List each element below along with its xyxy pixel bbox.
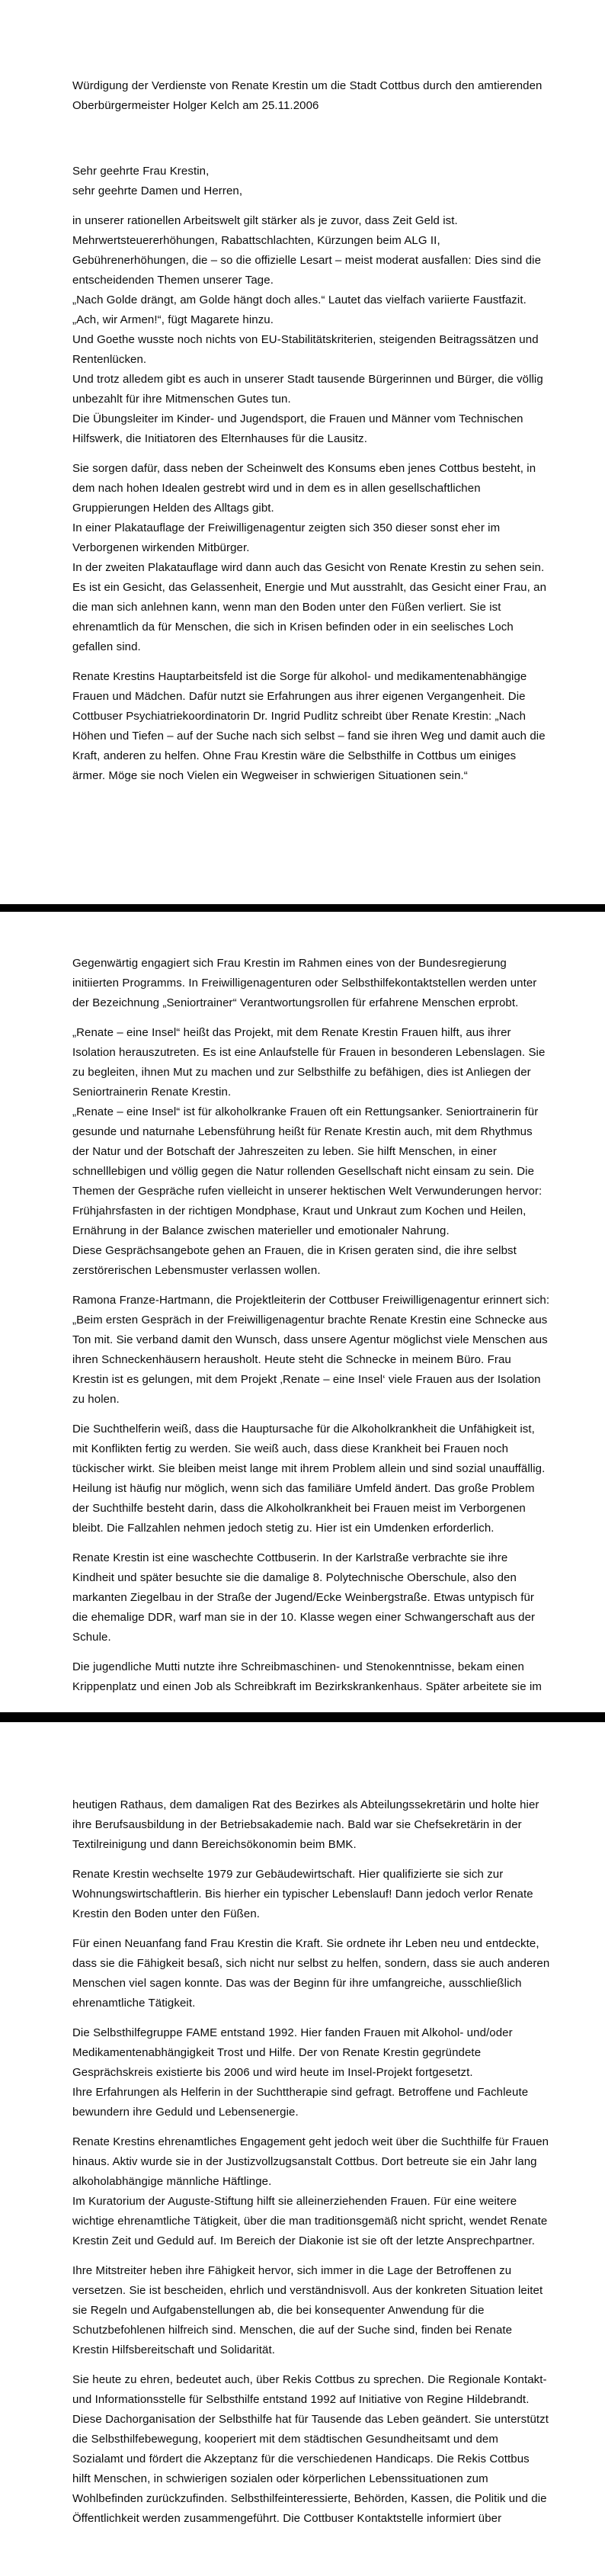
paragraph xyxy=(72,1291,550,1410)
text-line: Und Goethe wusste noch nichts von EU-Stabilitätskriterien, steigenden Beitragssätzen und xyxy=(72,333,539,346)
text-line: initiierten Programms. In Freiwilligenagenturen oder Selbsthilfekontaktstellen werden unter xyxy=(72,977,537,990)
paragraph xyxy=(72,459,547,657)
text-line: Krestin ist es gelungen, mit dem Projekt ‚Renate – eine Insel‘ viele Frauen aus der Isolation xyxy=(72,1373,541,1386)
paragraph xyxy=(72,1023,546,1281)
text-line: Und trotz alledem gibt es auch in unserer Stadt tausende Bürgerinnen und Bürger, die völlig xyxy=(72,373,543,386)
paragraph xyxy=(72,2370,549,2529)
text-line: „Renate – eine Insel“ heißt das Projekt, mit dem Renate Krestin Frauen hilft, aus ihrer xyxy=(72,1026,511,1039)
text-line: Sie heute zu ehren, bedeutet auch, über Rekis Cottbus zu sprechen. Die Regionale Kontakt- xyxy=(72,2373,547,2386)
text-line: Sie sorgen dafür, dass neben der Scheinwelt des Konsums eben jenes Cottbus besteht, in xyxy=(72,462,536,475)
text-line: sehr geehrte Damen und Herren, xyxy=(72,184,243,197)
text-line: In einer Plakatauflage der Freiwilligenagentur zeigten sich 350 dieser sonst eher im xyxy=(72,521,501,534)
paragraph xyxy=(72,211,543,449)
text-line: Renate Krestins Hauptarbeitsfeld ist die Sorge für alkohol- und medikamentenabhängige xyxy=(72,670,527,683)
text-line: Schutzbefohlenen hilfreich sind. Menschen, die auf der Suche sind, finden bei Renate xyxy=(72,2324,513,2337)
title-line: Oberbürgermeister Holger Kelch am 25.11.2006 xyxy=(72,99,319,112)
text-line: Es ist ein Gesicht, das Gelassenheit, Energie und Mut ausstrahlt, das Gesicht einer Frau, an xyxy=(72,581,547,594)
text-line: ehrenamtliche Tätigkeit. xyxy=(72,1997,196,2010)
text-line: Ton mit. Sie verband damit den Wunsch, dass unsere Agentur möglichst viele Menschen aus xyxy=(72,1333,548,1346)
text-line: die man sich anlehnen kann, wenn man den Boden unter den Füßen verliert. Sie ist xyxy=(72,601,501,614)
text-line: Kindheit und später besuchte sie die damalige 8. Polytechnische Oberschule, also den xyxy=(72,1571,517,1584)
text-line: Textilreinigung und dann Bereichsökonomin beim BMK. xyxy=(72,1838,357,1851)
paragraph xyxy=(72,667,546,786)
text-line: „Ach, wir Armen!“, fügt Magarete hinzu. xyxy=(72,313,274,326)
text-line: sie Regeln und Aufgabenstellungen ab, die bei konsequenter Anwendung für die xyxy=(72,2304,485,2317)
text-line: Seniortrainerin Renate Krestin. xyxy=(72,1086,232,1099)
text-line: Gruppierungen Helden des Alltags gibt. xyxy=(72,502,274,515)
text-line: Diese Dachorganisation der Selbsthilfe hat für Tausende das Leben geändert. Sie unterstützt xyxy=(72,2413,549,2426)
text-line: Heilung ist häufig nur möglich, wenn sich das familiäre Umfeld ändert. Das große Problem xyxy=(72,1482,535,1495)
paragraph xyxy=(72,954,535,1013)
text-line: der Bezeichnung „Seniortrainer“ Verantwortungsrollen für erfahrene Menschen erprobt. xyxy=(72,996,519,1009)
text-line: Im Kuratorium der Auguste-Stiftung hilft sie alleinerziehenden Frauen. Für eine weitere xyxy=(72,2195,517,2208)
text-line: Renate Krestin wechselte 1979 zur Gebäudewirtschaft. Hier qualifizierte sie sich zur xyxy=(72,1868,504,1881)
text-line: unbezahlt für ihre Mitmenschen Gutes tun. xyxy=(72,393,291,406)
text-line: In der zweiten Plakatauflage wird dann auch das Gesicht von Renate Krestin zu sehen sein. xyxy=(72,561,545,574)
text-line: dass sie die Fähigkeit besaß, sich nicht nur selbst zu helfen, sondern, dass sie auch anderen xyxy=(72,1957,550,1970)
text-line: Renate Krestins ehrenamtliches Engagement geht jedoch weit über die Suchthilfe für Frauen xyxy=(72,2135,549,2148)
text-line: Kraft, anderen zu helfen. Ohne Frau Krestin wäre die Selbsthilfe in Cottbus um einiges xyxy=(72,749,517,762)
paragraph xyxy=(72,2132,549,2251)
text-line: Ihre Erfahrungen als Helferin in der Suchttherapie sind gefragt. Betroffene und Fachleute xyxy=(72,2086,529,2099)
text-line: Mehrwertsteuererhöhungen, Rabattschlachten, Kürzungen beim ALG II, xyxy=(72,234,440,247)
paragraph xyxy=(72,1548,535,1647)
text-line: in unserer rationellen Arbeitswelt gilt stärker als je zuvor, dass Zeit Geld ist. xyxy=(72,214,458,227)
text-line: ihre Berufsausbildung in der Betriebsakademie nach. Bald war sie Chefsekretärin in der xyxy=(72,1818,522,1831)
page-separator xyxy=(0,1712,605,1722)
text-line: heutigen Rathaus, dem damaligen Rat des Bezirkes als Abteilungssekretärin und holte hier xyxy=(72,1798,539,1811)
text-line: mit Konflikten fertig zu werden. Sie weiß auch, dass diese Krankheit bei Frauen noch xyxy=(72,1442,509,1455)
text-line: Krestin den Boden unter den Füßen. xyxy=(72,1907,261,1920)
text-line: markanten Ziegelbau in der Straße der Jugend/Ecke Weinbergstraße. Etwas untypisch für xyxy=(72,1591,535,1604)
text-line: Ernährung in der Balance zwischen materieller und emotionaler Nahrung. xyxy=(72,1224,450,1237)
text-line: Öffentlichkeit werden zusammengeführt. Die Cottbuser Kontaktstelle informiert über xyxy=(72,2512,502,2525)
text-line: Themen der Gespräche rufen vielleicht in unserer hektischen Welt Verwunderungen hervor: xyxy=(72,1185,543,1198)
text-line: entscheidenden Themen unserer Tage. xyxy=(72,274,274,287)
paragraph xyxy=(72,1795,539,1855)
text-line: Höhen und Tiefen – auf der Suche nach sich selbst – fand sie ihren Weg und damit auch die xyxy=(72,730,546,743)
text-line: alkoholabhängige männliche Häftlinge. xyxy=(72,2175,272,2188)
document-title xyxy=(72,76,543,116)
text-line: bewundern ihre Geduld und Lebensenergie. xyxy=(72,2106,299,2119)
text-line: dem nach hohen Idealen gestrebt wird und in dem es in allen gesellschaftlichen xyxy=(72,482,481,495)
text-line: Renate Krestin ist eine waschechte Cottbuserin. In der Karlstraße verbrachte sie ihre xyxy=(72,1551,508,1564)
text-line: Die Übungsleiter im Kinder- und Jugendsport, die Frauen und Männer vom Technischen xyxy=(72,412,523,425)
text-line: ehrenamtlich da für Menschen, die sich in Krisen befinden oder in ein seelisches Loch xyxy=(72,621,514,634)
text-line: Krestin Zeit und Geduld auf. Im Bereich der Diakonie ist sie oft der letzte Ansprechpartner. xyxy=(72,2234,536,2247)
paragraph xyxy=(72,2261,543,2360)
text-line: Menschen viel sagen konnte. Das was der Beginn für ihre umfangreiche, ausschließlich xyxy=(72,1977,522,1990)
text-line: Diese Gesprächsangebote gehen an Frauen, die in Krisen geraten sind, die ihre selbst xyxy=(72,1244,517,1257)
text-line: tückischer wirkt. Sie bleiben meist lange mit ihrem Problem allein und sind sozial unauffällig. xyxy=(72,1462,546,1475)
text-line: Gesprächskreis existierte bis 2006 und wird heute im Insel-Projekt fortgesetzt. xyxy=(72,2066,473,2079)
text-line: zu holen. xyxy=(72,1393,120,1406)
text-line: versetzen. Sie ist bescheiden, ehrlich und verständnisvoll. Aus der konkreten Situation leitet xyxy=(72,2284,543,2297)
text-line: Die Selbsthilfegruppe FAME entstand 1992. Hier fanden Frauen mit Alkohol- und/oder xyxy=(72,2026,513,2039)
paragraph xyxy=(72,1934,550,2013)
page-separator xyxy=(0,904,605,912)
text-line: Frühjahrsfasten in der richtigen Mondphase, Kraut und Unkraut zum Kochen und Heilen, xyxy=(72,1205,527,1217)
text-line: Die jugendliche Mutti nutzte ihre Schreibmaschinen- und Stenokenntnisse, bekam einen xyxy=(72,1660,524,1673)
text-line: die ehemalige DDR, warf man sie in der 10. Klasse wegen einer Schwangerschaft aus der xyxy=(72,1611,536,1624)
paragraph xyxy=(72,1657,542,1697)
paragraph xyxy=(72,2023,535,2122)
text-line: Medikamentenabhängigkeit Trost und Hilfe. Der von Renate Krestin gegründete xyxy=(72,2046,482,2059)
paragraph xyxy=(72,1865,535,1924)
text-line: zerstörerischen Lebensmuster verlassen wollen. xyxy=(72,1264,321,1277)
text-line: der Natur und der Botschaft der Jahreszeiten zu leben. Sie hilft Menschen, in einer xyxy=(72,1145,497,1158)
text-line: Wohlbefinden zurückzufinden. Selbsthilfeinteressierte, Behörden, Kassen, die Politik und die xyxy=(72,2492,547,2505)
paragraph xyxy=(72,162,535,201)
text-line: „Nach Golde drängt, am Golde hängt doch alles.“ Lautet das vielfach variierte Faustfazit. xyxy=(72,294,527,306)
text-line: hinaus. Aktiv wurde sie in der Justizvollzugsanstalt Cottbus. Dort betreute sie ein Jahr lang xyxy=(72,2155,537,2168)
text-line: Schule. xyxy=(72,1631,111,1644)
text-line: Sozialamt und fördert die Akzeptanz für die verschiedenen Handicaps. Die Rekis Cottbus xyxy=(72,2452,530,2465)
title-line: Würdigung der Verdienste von Renate Krestin um die Stadt Cottbus durch den amtierenden xyxy=(72,79,543,92)
text-line: und Informationsstelle für Selbsthilfe entstand 1992 auf Initiative von Regine Hildebrandt. xyxy=(72,2393,530,2406)
text-line: Wohnungswirtschaftlerin. Bis hierher ein typischer Lebenslauf! Dann jedoch verlor Renate xyxy=(72,1888,533,1901)
text-line: „Renate – eine Insel“ ist für alkoholkranke Frauen oft ein Rettungsanker. Seniortrainerin für xyxy=(72,1105,539,1118)
text-line: Hilfswerk, die Initiatoren des Elternhauses für die Lausitz. xyxy=(72,432,368,445)
text-line: der Suchthilfe besteht darin, dass die Alkoholkrankheit bei Frauen meist im Verborgenen xyxy=(72,1502,526,1515)
text-line: gefallen sind. xyxy=(72,640,141,653)
text-line: Die Suchthelferin weiß, dass die Hauptursache für die Alkoholkrankheit die Unfähigkeit ist, xyxy=(72,1423,535,1436)
text-line: Rentenlücken. xyxy=(72,353,147,366)
text-line: Sehr geehrte Frau Krestin, xyxy=(72,165,210,178)
text-line: Für einen Neuanfang fand Frau Krestin die Kraft. Sie ordnete ihr Leben neu und entdeckte, xyxy=(72,1937,539,1950)
text-line: Ihre Mitstreiter heben ihre Fähigkeit hervor, sich immer in die Lage der Betroffenen zu xyxy=(72,2264,512,2277)
text-line: ärmer. Möge sie noch Vielen ein Wegweiser in schwierigen Situationen sein.“ xyxy=(72,769,468,782)
document-page-2 xyxy=(0,912,605,1712)
text-line: „Beim ersten Gespräch in der Freiwilligenagentur brachte Renate Krestin eine Schnecke aus xyxy=(72,1314,548,1326)
text-line: Gegenwärtig engagiert sich Frau Krestin im Rahmen eines von der Bundesregierung xyxy=(72,957,507,970)
text-line: wichtige ehrenamtliche Tätigkeit, über die man traditionsgemäß nicht spricht, wendet Renate xyxy=(72,2215,548,2228)
text-line: bleibt. Die Fallzahlen nehmen jedoch stetig zu. Hier ist ein Umdenken erforderlich. xyxy=(72,1522,495,1535)
text-line: Krestin Hilfsbereitschaft und Solidarität. xyxy=(72,2343,275,2356)
text-line: Cottbuser Psychiatriekoordinatorin Dr. Ingrid Pudlitz schreibt über Renate Krestin: „Nach xyxy=(72,710,527,723)
text-line: Krippenplatz und einen Job als Schreibkraft im Bezirkskrankenhaus. Später arbeitete sie im xyxy=(72,1680,542,1693)
text-line: hilft Menschen, in schwierigen sozialen oder körperlichen Lebenssituationen zum xyxy=(72,2472,488,2485)
text-line: schnelllebigen und völlig gegen die Natur rollenden Gesellschaft nicht einsam zu sein. Die xyxy=(72,1165,535,1178)
text-line: die Selbsthilfebewegung, kooperiert mit dem städtischen Gesundheitsamt und dem xyxy=(72,2433,498,2446)
text-line: Gebührenerhöhungen, die – so die offizielle Lesart – meist moderat ausfallen: Dies sind die xyxy=(72,254,542,267)
text-line: Frauen und Mädchen. Dafür nutzt sie Erfahrungen aus ihrer eigenen Vergangenheit. Die xyxy=(72,690,526,703)
text-line: ihren Schneckenhäusern herausholt. Heute steht die Schnecke in meinem Büro. Frau xyxy=(72,1353,511,1366)
text-line: zu begleiten, ihnen Mut zu machen und zur Selbsthilfe zu befähigen, dies ist Anliegen der xyxy=(72,1066,531,1079)
paragraph xyxy=(72,1420,546,1538)
document-page-3 xyxy=(0,1722,605,2574)
text-line: Isolation herauszutreten. Es ist eine Anlaufstelle für Frauen in besonderen Lebenslagen. Sie xyxy=(72,1046,546,1059)
text-line: gesunde und naturnahe Lebensführung heißt für Renate Krestin auch, mit dem Rhythmus xyxy=(72,1125,533,1138)
text-line: Verborgenen wirkenden Mitbürger. xyxy=(72,541,250,554)
document-page-1 xyxy=(0,0,605,904)
text-line: Ramona Franze-Hartmann, die Projektleiterin der Cottbuser Freiwilligenagentur erinnert sich: xyxy=(72,1294,550,1307)
